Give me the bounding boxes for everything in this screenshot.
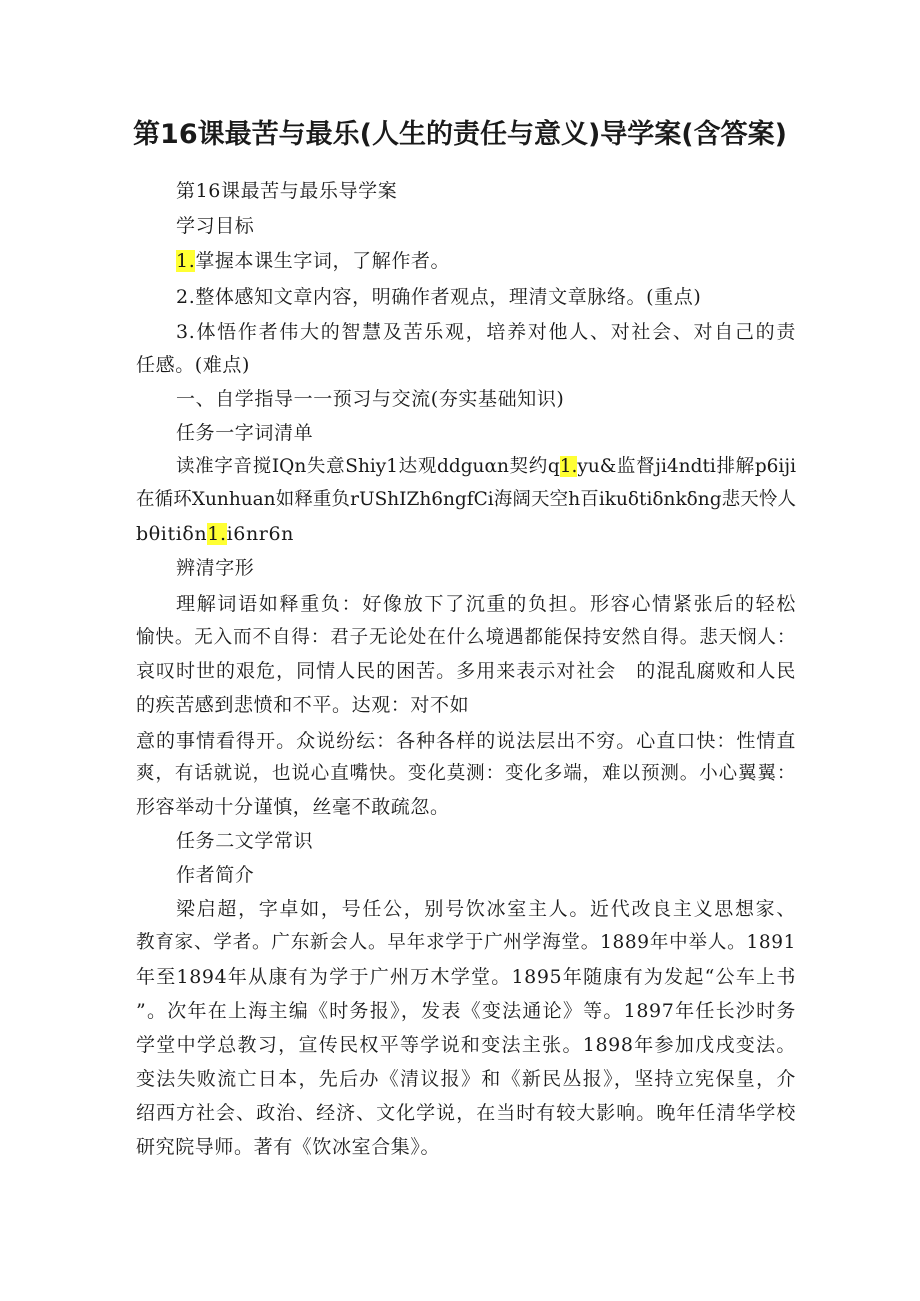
glyph-heading: 辨清字形 xyxy=(176,557,255,579)
author-paragraph-line-4: ”。次年在上海主编《时务报》，发表《变法通论》等。1897年任长沙时务 xyxy=(136,1000,796,1022)
task-two-heading: 任务二文学常识 xyxy=(176,830,314,852)
vocab-paragraph-line-7: 形容举动十分谨慎，丝毫不敢疏忽。 xyxy=(136,796,450,818)
vocab-paragraph-line-2: 愉快。无入而不自得：君子无论处在什么境遇都能保持安然自得。悲天悯人： xyxy=(136,627,796,648)
goal-item-3-cont: 任感。(难点) xyxy=(136,354,251,376)
vocab-paragraph-line-5: 意的事情看得开。众说纷纭：各种各样的说法层出不穷。心直口快：性情直 xyxy=(136,730,796,752)
goal-item-1: 1.掌握本课生字词，了解作者。 xyxy=(176,250,451,272)
task-one-heading: 任务一字词清单 xyxy=(176,422,314,444)
document-title: 第16课最苦与最乐(人生的责任与意义)导学案(含答案) xyxy=(133,119,787,150)
author-paragraph-line-8: 研究院导师。著有《饮冰室合集》。 xyxy=(136,1136,441,1158)
author-paragraph-line-7: 绍西方社会、政治、经济、文化学说，在当时有较大影响。晚年任清华学校 xyxy=(136,1102,796,1124)
pinyin-line-2: 在循环Xunhuan如释重负rUShIZh6ngfCi海阔天空h百ikuδtiδnkδng悲天怜人 xyxy=(136,489,796,510)
author-paragraph-line-3: 年至1894年从康有为学于广州万木学堂。1895年随康有为发起“公车上书 xyxy=(136,966,796,988)
author-paragraph-line-6: 变法失败流亡日本，先后办《清议报》和《新民丛报》，坚持立宪保皇，介 xyxy=(136,1068,796,1090)
highlight-mark: 1. xyxy=(176,250,196,272)
lesson-heading: 第16课最苦与最乐导学案 xyxy=(176,180,398,202)
vocab-paragraph-line-6: 爽，有话就说，也说心直嘴快。变化莫测：变化多端，难以预测。小心翼翼： xyxy=(136,763,796,784)
goal-item-3: 3.体悟作者伟大的智慧及苦乐观，培养对他人、对社会、对自己的责 xyxy=(176,321,796,343)
author-paragraph-line-1: 梁启超，字卓如，号任公，别号饮冰室主人。近代改良主义思想家、 xyxy=(176,898,796,920)
section-heading-goals: 学习目标 xyxy=(176,215,255,237)
author-paragraph-line-2: 教育家、学者。广东新会人。早年求学于广州学海堂。1889年中举人。1891 xyxy=(136,932,796,953)
author-paragraph-line-5: 学堂中学总教习，宣传民权平等学说和变法主张。1898年参加戊戌变法。 xyxy=(136,1034,796,1056)
vocab-paragraph-line-1: 理解词语如释重负：好像放下了沉重的负担。形容心情紧张后的轻松 xyxy=(176,593,796,615)
pinyin-line-1: 读准字音搅IQn失意Shiy1达观ddguαn契约q1.yu&监督ji4ndti排解p6iji xyxy=(176,456,796,477)
section-heading-self-study: 一、自学指导一一预习与交流(夯实基础知识) xyxy=(176,388,565,410)
highlight-mark: 1. xyxy=(559,456,578,477)
vocab-paragraph-line-4: 的疾苦感到悲愤和不平。达观：对不如 xyxy=(136,694,470,716)
vocab-paragraph-line-3: 哀叹时世的艰危，同情人民的困苦。多用来表示对社会 的混乱腐败和人民 xyxy=(136,660,796,682)
highlight-mark: 1. xyxy=(207,523,227,545)
pinyin-line-3: bθitiδn1.i6nr6n xyxy=(136,523,295,545)
goal-item-2: 2.整体感知文章内容，明确作者观点，理清文章脉络。(重点) xyxy=(176,286,702,308)
author-intro-heading: 作者简介 xyxy=(176,864,255,886)
